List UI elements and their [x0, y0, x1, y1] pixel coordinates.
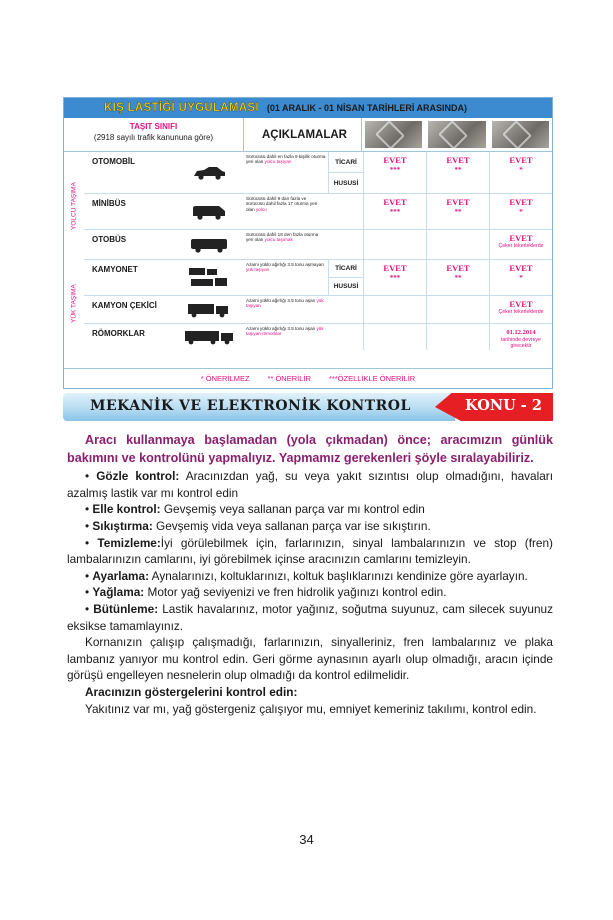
- tire-cell: EVET ***: [363, 194, 426, 229]
- list-item: • Sıkıştırma: Gevşemiş vida veya sallanan parça var ise sıkıştırın.: [85, 518, 431, 533]
- vehicle-class-header: [64, 118, 244, 151]
- row-description: Sürücüsü dahil 9 dan fazla ve sürücüsü dahil fazla 17 oturma yeri olan yolcu: [246, 196, 318, 212]
- bus-icon: [174, 230, 244, 259]
- legend-recommended: ** ÖNERİLİR: [267, 374, 311, 383]
- tire-cell: EVET *: [489, 194, 552, 229]
- check-paragraph: Kornanızın çalışıp çalışmadığı, farlarınızın, sinyalleriniz, fren lambalarınız ve plaka lambanız yanıyor mu kontrol edin. Geri görme aynasının ayarlı olup olmadığı, aracın içinde görüşü engelleyen nesnelerin olup olmadığı da kontrol edilmelidir.: [67, 635, 553, 683]
- tire-sign-images: [362, 118, 552, 151]
- table-row: [84, 296, 552, 324]
- tire-cell: EVET *: [489, 152, 552, 193]
- tire-tread-icon: [492, 121, 549, 148]
- class-header-label: TAŞIT SINIFI: [129, 122, 178, 131]
- row-description: Azami yüklü ağırlığı 3.5 tonu aşan yük taşıyan römorklar: [246, 326, 324, 337]
- tire-cell: EVET **: [426, 152, 489, 193]
- tire-cell: EVET ***: [363, 260, 426, 295]
- item-term: Temizleme:: [97, 535, 161, 550]
- tire-cell: 01.12.2014 tarihinde devreye girecektir: [489, 324, 552, 350]
- table-row: [84, 260, 552, 296]
- table-legend: [64, 368, 552, 388]
- section-banner: [63, 393, 553, 423]
- usage-private: HUSUSİ: [328, 278, 363, 295]
- minibus-icon: [174, 194, 244, 229]
- row-description: Azami yüklü ağırlığı 3.5 tonu aşmayan yük taşıyan: [246, 262, 324, 273]
- explanations-header: AÇIKLAMALAR: [244, 118, 362, 151]
- usage-commercial: TİCARİ: [328, 260, 363, 278]
- item-term: Yağlama:: [92, 585, 145, 600]
- vehicle-name: OTOMOBİL: [92, 157, 135, 166]
- tire-cell: [426, 230, 489, 259]
- table-row: [84, 194, 552, 230]
- side-label-cargo: YÜK TAŞIMA: [70, 284, 78, 324]
- table-row: [84, 230, 552, 260]
- tire-sign-icon: [428, 121, 485, 148]
- final-paragraph: Yakıtınız var mı, yağ göstergeniz çalışıyor mu, emniyet kemeriniz takılımı, kontrol edin.: [85, 701, 537, 716]
- usage-kind: [328, 152, 363, 193]
- table-title-bar: [64, 98, 552, 118]
- list-item: • Elle kontrol: Gevşemiş veya sallanan parça var mı kontrol edin: [85, 502, 425, 517]
- table-row: [84, 324, 552, 350]
- tire-cell: EVET Çeker tekerleklerde: [489, 296, 552, 323]
- list-item: • Gözle kontrol: Aracınızdan yağ, su veya yakıt sızıntısı olup olmadığını, havaları azalmış lastik var mı kontrol edin: [67, 469, 553, 500]
- tire-cell: EVET ***: [363, 152, 426, 193]
- table-subheader: [64, 118, 552, 152]
- intro-paragraph: Aracı kullanmaya başlamadan (yola çıkmadan) önce; aracımızın günlük bakımını ve kontrolünü yapmalıyız. Yapmamız gerekenleri şöyle sıralayabiliriz.: [67, 433, 553, 465]
- van-icon: [174, 260, 244, 295]
- row-description: Sürücüsü dahil en fazla 9 kişilik oturma yeri olan yolcu taşıyan: [246, 154, 326, 165]
- tire-cell: [363, 324, 426, 350]
- item-term: Ayarlama:: [92, 568, 150, 583]
- truck-icon: [174, 296, 244, 323]
- vehicle-name: KAMYON ÇEKİCİ: [92, 301, 157, 310]
- vehicle-name: KAMYONET: [92, 265, 138, 274]
- tire-cell: EVET *: [489, 260, 552, 295]
- table-row: [84, 152, 552, 194]
- vehicle-name: MİNİBÜS: [92, 199, 126, 208]
- tire-cell: EVET **: [426, 194, 489, 229]
- table-date-range: (01 ARALIK - 01 NİSAN TARİHLERİ ARASINDA): [266, 103, 468, 113]
- table-body: [64, 152, 552, 370]
- usage-private: HUSUSİ: [328, 173, 363, 193]
- item-term: Sıkıştırma:: [92, 518, 153, 533]
- page-number: 34: [299, 832, 314, 847]
- car-icon: [174, 152, 244, 193]
- list-item: • Yağlama: Motor yağ seviyenizi ve fren hidrolik yağınızı kontrol edin.: [85, 585, 447, 600]
- tire-cell: [426, 324, 489, 350]
- tire-cell: EVET Çeker tekerleklerde: [489, 230, 552, 259]
- list-item: • Bütünleme: Lastik havalarınız, motor yağınız, soğutma suyunuz, cam silecek suyunuz eksikse tamamlayınız.: [67, 601, 553, 633]
- usage-kind: [328, 260, 363, 295]
- side-label-passenger: YOLCU TAŞIMA: [70, 182, 78, 230]
- tire-cell: EVET **: [426, 260, 489, 295]
- list-item: • Ayarlama: Aynalarınızı, koltuklarınızı, koltuk başlıklarınızı kendinize göre ayarlayın.: [85, 568, 528, 583]
- item-term: Gözle kontrol:: [96, 469, 180, 484]
- legend-not-recommended: * ÖNERİLMEZ: [200, 374, 250, 383]
- row-description: Azami yüklü ağırlığı 3.5 tonu aşan yük taşıyan: [246, 298, 324, 309]
- table-title: KIŞ LASTİĞİ UYGULAMASI: [104, 102, 259, 114]
- body-text: [67, 432, 553, 717]
- row-description: Sürücüsü dahil 18 den fazla oturma yeri olan yolcu taşımak: [246, 232, 319, 243]
- topic-label: KONU - 2: [465, 397, 542, 414]
- tire-cell: [363, 296, 426, 323]
- vehicle-name: OTOBÜS: [92, 235, 127, 244]
- item-term: Elle kontrol:: [92, 502, 161, 517]
- section-title: MEKANİK VE ELEKTRONİK KONTROL: [90, 398, 411, 414]
- vehicle-name: RÖMORKLAR: [92, 329, 145, 338]
- tire-cell: [363, 230, 426, 259]
- winter-tire-table: [63, 97, 553, 389]
- trailer-icon: [174, 324, 244, 350]
- tire-cell: [426, 296, 489, 323]
- subheading: Aracınızın göstergelerini kontrol edin:: [85, 684, 298, 699]
- item-term: Bütünleme:: [93, 601, 159, 616]
- class-subheader-label: (2918 sayılı trafik kanununa göre): [93, 133, 214, 142]
- list-item: • Temizleme:İyi görülebilmek için, farlarınızın, sinyal lambalarınızın ve stop (fren) lambalarınızın camlarını, iyi görebilmek içinse aracınızın camlarını temizleyin.: [67, 535, 553, 567]
- legend-highly-recommended: ***ÖZELLİKLE ÖNERİLİR: [328, 374, 416, 383]
- tire-sign-icon: [365, 121, 422, 148]
- usage-commercial: TİCARİ: [328, 152, 363, 173]
